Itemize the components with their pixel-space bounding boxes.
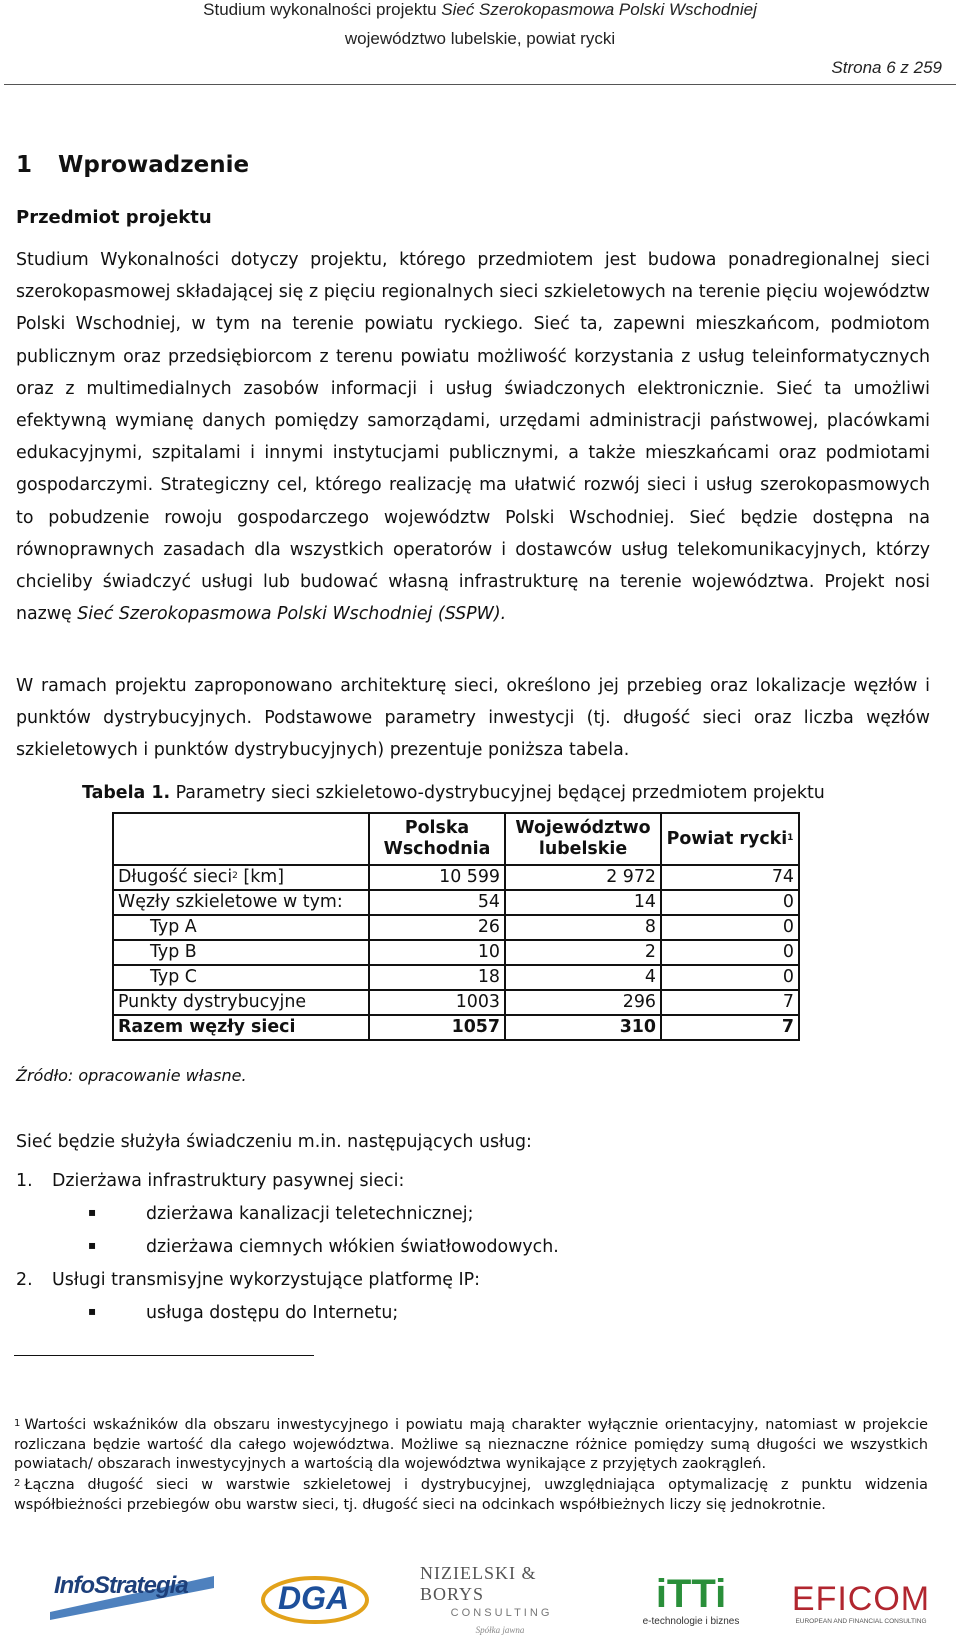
table-cell: 54 xyxy=(369,890,505,915)
table-row-label: Długość sieci$^2$ [km] xyxy=(113,865,369,890)
partner-logos xyxy=(0,1562,960,1646)
table-header-cell: Powiat rycki$^1$ xyxy=(661,813,799,865)
table-row-label: Punkty dystrybucyjne xyxy=(113,990,369,1015)
table-row xyxy=(113,940,799,965)
table-row xyxy=(113,890,799,915)
nizielski-borys-logo: NIZIELSKI & BORYS C O N S U L T I N G Spółka jawna xyxy=(420,1563,550,1635)
subsection-heading: Przedmiot projektu xyxy=(16,207,212,228)
table-cell: 310 xyxy=(505,1015,661,1040)
bullet-icon: ▪ xyxy=(88,1205,97,1219)
document-header-title: Studium wykonalności projektu Sieć Szerokopasmowa Polski Wschodniej xyxy=(203,0,757,19)
table-row xyxy=(113,965,799,990)
architecture-paragraph: W ramach projektu zaproponowano architekturę sieci, określono jej przebieg oraz lokalizacje węzłów i punktów dystrybucyjnych. Podstawowe parametry inwestycji (tj. długość sieci oraz liczba węzłów szkieletowych i punktów dystrybucyjnych) prezentuje poniższa tabela. xyxy=(16,676,930,761)
table-cell: 2 xyxy=(505,940,661,965)
table-cell: 14 xyxy=(505,890,661,915)
table-cell: 10 599 xyxy=(369,865,505,890)
table-row-label: Typ A xyxy=(113,915,369,940)
table-row xyxy=(113,915,799,940)
section-title: Wprowadzenie xyxy=(58,152,250,178)
footnote: $^1$ Wartości wskaźników dla obszaru inwestycyjnego i powiatu mają charakter wyłącznie orientacyjny, natomiast w projekcie rozliczana będzie wartość dla całego województwa. Możliwe są nieznaczne różnice pomiędzy sumą długości we wszystkich powiatach/ obszarach inwestycyjnych a wartością dla województwa wynikające z przyjętych zaokrągleń. xyxy=(14,1417,928,1472)
header-divider xyxy=(4,84,956,85)
table-cell: 1003 xyxy=(369,990,505,1015)
table-row xyxy=(113,990,799,1015)
table-header-empty xyxy=(113,813,369,865)
table-header-cell: Polska Wschodnia xyxy=(369,813,505,865)
table-header-row xyxy=(113,813,799,865)
table-cell: 1057 xyxy=(369,1015,505,1040)
table-cell: 4 xyxy=(505,965,661,990)
table-row-label: Razem węzły sieci xyxy=(113,1015,369,1040)
table-cell: 0 xyxy=(661,940,799,965)
table-row xyxy=(113,865,799,890)
intro-paragraph: Studium Wykonalności dotyczy projektu, którego przedmiotem jest budowa ponadregionalnej sieci szerokopasmowej składającej się z pięciu regionalnych sieci szkieletowych na terenie pięciu województw Polski Wschodniej, w tym na terenie powiatu ryckiego. Sieć ta, zapewni mieszkańcom, podmiotom publicznym oraz przedsiębiorcom z terenu powiatu możliwość korzystania z usług teleinformatycznych oraz z multimedialnych zasobów informacji i usług świadczonych elektronicznie. Sieć ta umożliwi efektywną wymianę danych pomiędzy samorządami, urzędami administracji państwowej, placówkami edukacyjnymi, szpitalami i innymi instytucjami publicznymi, a także mieszkańcami oraz podmiotami gospodarczymi. Strategiczny cel, którego realizację ma ułatwić rozwój sieci i usług szerokopasmowych to pobudzenie rowoju gospodarczego województw Polski Wschodniej. Sieć będzie dostępna na równoprawnych zasadach dla wszystkich operatorów i dostawców usług telekomunikacyjnych, którzy chcieliby świadczyć usługi lub budować własną infrastrukturę na terenie województwa. Projekt nosi nazwę Sieć Szerokopasmowa Polski Wschodniej (SSPW). xyxy=(16,250,930,625)
section-number: 1 xyxy=(16,152,33,178)
table-cell: 18 xyxy=(369,965,505,990)
table-cell: 74 xyxy=(661,865,799,890)
infostrategia-logo: InfoStrategia xyxy=(44,1566,224,1622)
table-cell: 7 xyxy=(661,990,799,1015)
list-item: 2. Usługi transmisyjne wykorzystujące platformę IP: xyxy=(16,1270,481,1290)
table-cell: 26 xyxy=(369,915,505,940)
table-total-row xyxy=(113,1015,799,1040)
itti-logo: iTTi e-technologie i biznes xyxy=(642,1571,740,1627)
table-cell: 8 xyxy=(505,915,661,940)
section-heading xyxy=(16,152,249,178)
eficom-logo: EFICOM EUROPEAN AND FINANCIAL CONSULTING xyxy=(791,1579,931,1625)
table-cell: 0 xyxy=(661,915,799,940)
document-header-subtitle: województwo lubelskie, powiat rycki xyxy=(344,29,616,48)
footnote-divider xyxy=(14,1355,314,1356)
table-caption: Tabela 1. Parametry sieci szkieletowo-dystrybucyjnej będącej przedmiotem projektu xyxy=(82,783,825,803)
services-intro: Sieć będzie służyła świadczeniu m.in. następujących usług: xyxy=(16,1132,532,1152)
page-number: Strona 6 z 259 xyxy=(831,58,942,77)
bullet-item: ▪ dzierżawa ciemnych włókien światłowodowych. xyxy=(88,1237,559,1257)
table-cell: 2 972 xyxy=(505,865,661,890)
table-cell: 0 xyxy=(661,965,799,990)
footnote: $^2$ Łączna długość sieci w warstwie szkieletowej i dystrybucyjnej, uwzględniająca optymalizację z punktu widzenia współbieżności przebiegów obu warstw sieci, tj. długość sieci na odcinkach współbieżnych liczy się jednokrotnie. xyxy=(14,1477,928,1513)
table-cell: 10 xyxy=(369,940,505,965)
parameters-table xyxy=(112,812,800,1041)
table-header-cell: Województwo lubelskie xyxy=(505,813,661,865)
table-source: Źródło: opracowanie własne. xyxy=(16,1066,247,1085)
bullet-icon: ▪ xyxy=(88,1238,97,1252)
bullet-item: ▪ usługa dostępu do Internetu; xyxy=(88,1303,399,1323)
dga-logo: DGA xyxy=(260,1570,370,1626)
table-row-label: Typ B xyxy=(113,940,369,965)
bullet-icon: ▪ xyxy=(88,1304,97,1318)
table-row-label: Węzły szkieletowe w tym: xyxy=(113,890,369,915)
table-cell: 296 xyxy=(505,990,661,1015)
table-row-label: Typ C xyxy=(113,965,369,990)
bullet-item: ▪ dzierżawa kanalizacji teletechnicznej; xyxy=(88,1204,474,1224)
table-cell: 7 xyxy=(661,1015,799,1040)
table-cell: 0 xyxy=(661,890,799,915)
list-item: 1. Dzierżawa infrastruktury pasywnej sieci: xyxy=(16,1171,405,1191)
